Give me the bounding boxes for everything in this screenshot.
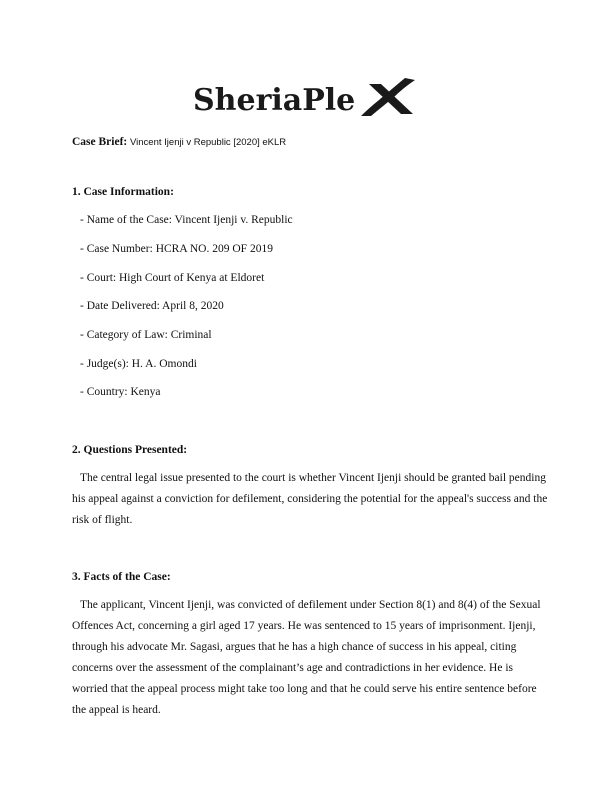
info-country: - Country: Kenya — [80, 386, 161, 398]
logo-wordmark: SheriaPle — [193, 83, 356, 118]
case-brief-label: Case Brief: — [72, 136, 128, 148]
facts-heading: 3. Facts of the Case: — [72, 571, 171, 583]
questions-presented-heading: 2. Questions Presented: — [72, 444, 188, 456]
info-category-of-law: - Category of Law: Criminal — [80, 329, 212, 341]
info-court: - Court: High Court of Kenya at Eldoret — [80, 272, 265, 284]
sheriaplex-logo — [193, 74, 415, 120]
questions-presented-body: The central legal issue presented to the court is whether Vincent Ijenji should be granted bail pending his appeal against a conviction for defilement, considering the potential for the appeal's success and the risk of flight. — [72, 472, 548, 526]
logo-x-mark — [361, 78, 415, 116]
logo-graphic — [193, 74, 415, 120]
info-judges: - Judge(s): H. A. Omondi — [80, 358, 197, 370]
facts-body: The applicant, Vincent Ijenji, was convicted of defilement under Section 8(1) and 8(4) of the Sexual Offences Act, concerning a girl aged 17 years. He was sentenced to 15 years of imprisonment. Ijenji, through his advocate Mr. Sagasi, argues that he has a high chance of success in his appeal, citing concerns over the assessment of the complainant’s age and contradictions in her evidence. He is worried that the appeal process might take too long and that he could serve his entire sentence before the appeal is heard. — [72, 599, 541, 716]
info-case-number: - Case Number: HCRA NO. 209 OF 2019 — [80, 243, 273, 255]
case-brief-line — [72, 136, 286, 148]
info-date-delivered: - Date Delivered: April 8, 2020 — [80, 300, 224, 312]
case-brief-title: Vincent Ijenji v Republic [2020] eKLR — [130, 137, 287, 148]
case-information-heading: 1. Case Information: — [72, 186, 174, 198]
info-case-name: - Name of the Case: Vincent Ijenji v. Republic — [80, 214, 293, 226]
